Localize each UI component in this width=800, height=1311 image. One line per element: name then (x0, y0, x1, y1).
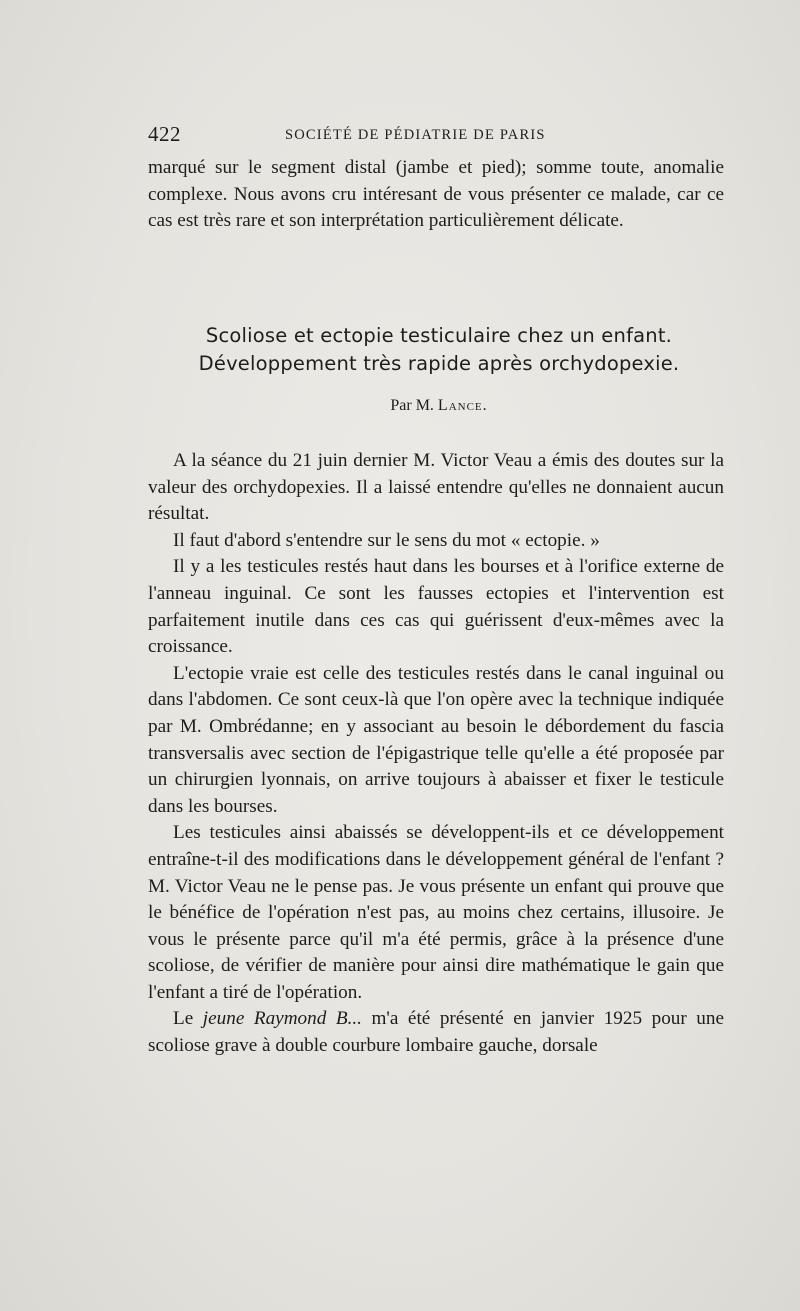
page-header (148, 122, 728, 152)
patient-name: jeune Raymond B... (202, 1008, 362, 1030)
body-paragraph: Les testicules ainsi abaissés se développent-ils et ce développement entraîne-t-il des modifications dans le développement général de l'enfant ? M. Victor Veau ne le pense pas. Je vous présente un enfant qui prouve que le bénéfice de l'opération n'est pas, au moins chez certains, illusoire. Je vous le présente parce qu'il m'a été permis, grâce à la présence d'une scoliose, de vérifier de manière pour ainsi dire mathématique le gain que l'enfant a tiré de l'opération. (148, 822, 724, 1003)
body-paragraph: A la séance du 21 juin dernier M. Victor Veau a émis des doutes sur la valeur des orchydopexies. Il a laissé entendre qu'elles ne donnaient aucun résultat. (148, 450, 724, 525)
article-title: Scoliose et ectopie testiculaire chez un enfant. Développement très rapide après orchydopexie. (198, 324, 680, 375)
body-paragraph: Il y a les testicules restés haut dans les bourses et à l'orifice externe de l'anneau inguinal. Ce sont les fausses ectopies et l'intervention est parfaitement inutile dans ces cas qui guérissent d'eux-mêmes avec la croissance. (148, 556, 724, 658)
author-name: Lance. (437, 397, 488, 414)
article-body (148, 448, 724, 1060)
author-prefix: Par M. (390, 397, 434, 414)
last-rest: m'a été présenté en janvier 1925 pour une scoliose grave à double courbure lombaire gauche, dorsale (148, 1008, 724, 1057)
last-lead: Le (173, 1008, 194, 1030)
body-paragraph-last (148, 1006, 724, 1059)
body-paragraph: Il faut d'abord s'entendre sur le sens du mot « ectopie. » (173, 529, 600, 551)
page-number: 422 (148, 122, 181, 146)
intro-paragraph: marqué sur le segment distal (jambe et pied); somme toute, anomalie complexe. Nous avons cru intéresant de vous présenter ce malade, car ce cas est très rare et son interprétation particulièrement délicate. (148, 157, 724, 232)
author-line (148, 397, 730, 415)
intro-text (148, 155, 724, 235)
running-head: SOCIÉTÉ DE PÉDIATRIE DE PARIS (285, 127, 546, 143)
body-paragraph: L'ectopie vraie est celle des testicules restés dans le canal inguinal ou dans l'abdomen. Ce sont ceux-là que l'on opère avec la technique indiquée par M. Ombrédanne; en y associant au besoin le débordement du fascia transversalis avec section de l'épigastrique telle qu'elle a été proposée par un chirurgien lyonnais, on arrive toujours à abaisser et fixer le testicule dans les bourses. (148, 662, 724, 817)
